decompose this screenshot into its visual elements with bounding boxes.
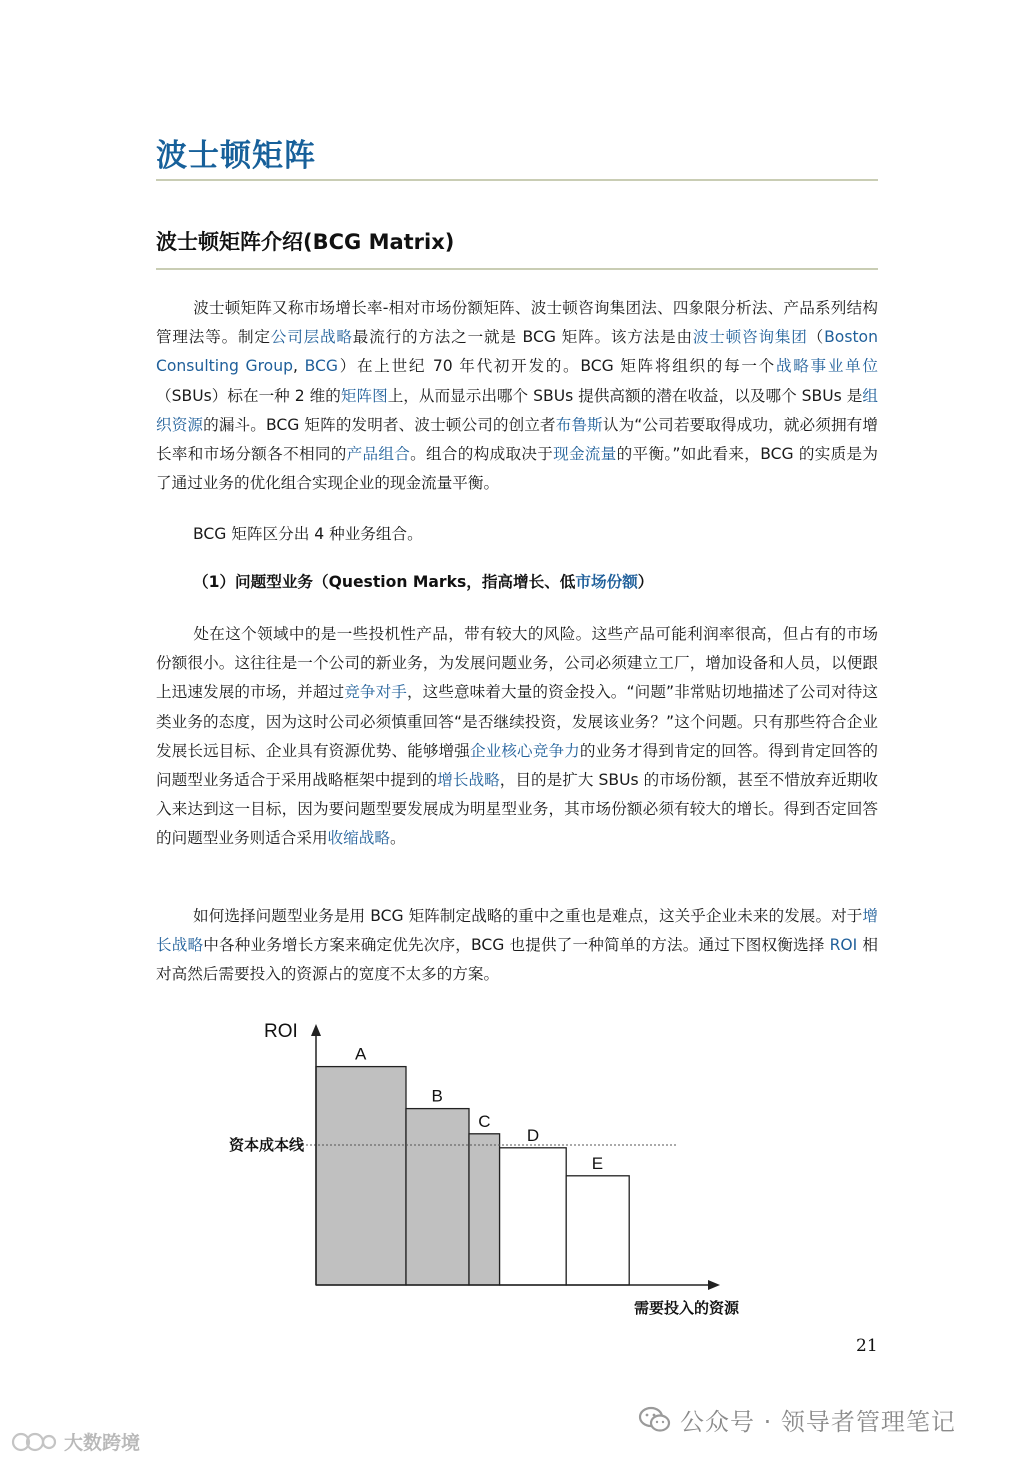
x-axis-arrow — [708, 1280, 720, 1290]
question-marks-heading: （1）问题型业务（Question Marks，指高增长、低市场份额） — [193, 573, 654, 591]
link-market-share[interactable]: 市场份额 — [575, 573, 638, 591]
link-org-resources[interactable]: 组织资源 — [156, 386, 878, 434]
link-competitor[interactable]: 竞争对手 — [344, 683, 407, 702]
bar-a — [316, 1067, 406, 1285]
link-growth-strategy-2[interactable]: 增长战略 — [156, 907, 878, 955]
y-axis-label: ROI — [264, 1021, 298, 1042]
watermark-right — [638, 1402, 956, 1437]
link-roi[interactable]: ROI — [829, 936, 858, 955]
question-marks-paragraph: 处在这个领域中的是一些投机性产品，带有较大的风险。这些产品可能利润率很高，但占有的市场份额很小。这往往是一个公司的新业务，为发展问题业务，公司必须建立工厂，增加设备和人员，以便跟上迅速发展的市场，并超过竞争对手，这些意味着大量的资金投入。“问题”非常贴切地描述了公司对待这类业务的态度，因为这时公司必须慎重回答“是否继续投资，发展该业务？”这个问题。只有那些符合企业发展长远目标、企业具有资源优势、能够增强企业核心竞争力的业务才得到肯定的回答。得到肯定回答的问题型业务适合于采用战略框架中提到的增长战略，目的是扩大 SBUs 的市场份额，甚至不惜放弃近期收入来达到这一目标，因为要问题型要发展成为明星型业务，其市场份额必须有较大的增长。得到否定回答的问题型业务则适合采用收缩战略。 — [156, 625, 878, 848]
link-growth-strategy[interactable]: 增长战略 — [437, 771, 500, 790]
page-number: 21 — [856, 1336, 878, 1356]
bar-label-b: B — [431, 1086, 443, 1106]
bar-label-e: E — [591, 1153, 604, 1173]
watermark-right-text: 公众号 · 领导者管理笔记 — [680, 1408, 956, 1436]
link-matrix-chart[interactable]: 矩阵图 — [340, 386, 388, 405]
summary-paragraph: BCG 矩阵区分出 4 种业务组合。 — [193, 525, 423, 543]
bar-label-a: A — [355, 1044, 367, 1064]
page-title: 波士顿矩阵 — [156, 138, 316, 174]
link-retrenchment-strategy[interactable]: 收缩战略 — [327, 829, 390, 848]
link-product-portfolio[interactable]: 产品组合 — [346, 445, 411, 464]
wechat-icon — [638, 1405, 672, 1435]
selection-paragraph: 如何选择问题型业务是用 BCG 矩阵制定战略的重中之重也是难点，这关乎企业未来的发展。对于增长战略中各种业务增长方案来确定优先次序，BCG 也提供了一种简单的方法。通过下图权衡选择 ROI 相对高然后需要投入的资源占的宽度不太多的方案。 — [156, 907, 878, 984]
link-bcg-group[interactable]: 波士顿咨询集团 — [692, 328, 808, 347]
bar-e — [566, 1176, 629, 1285]
link-bruce[interactable]: 布鲁斯 — [555, 415, 603, 434]
bar-d — [500, 1148, 567, 1285]
watermark-left — [10, 1428, 140, 1455]
y-axis-arrow — [311, 1024, 321, 1036]
link-cash-flow[interactable]: 现金流量 — [553, 445, 617, 464]
watermark-left-text: 大数跨境 — [64, 1432, 141, 1454]
bar-label-d: D — [526, 1125, 540, 1145]
x-axis-label: 需要投入的资源 — [634, 1299, 740, 1317]
link-corporate-strategy[interactable]: 公司层战略 — [270, 328, 353, 347]
link-bcg[interactable]: BCG — [304, 357, 339, 376]
bar-b — [406, 1109, 469, 1285]
link-sbu[interactable]: 战略事业单位 — [775, 357, 879, 376]
section-title: 波士顿矩阵介绍(BCG Matrix) — [156, 230, 455, 254]
link-boston-consulting-group[interactable]: Boston Consulting Group — [156, 328, 878, 376]
intro-paragraph: 波士顿矩阵又称市场增长率-相对市场份额矩阵、波士顿咨询集团法、四象限分析法、产品系列结构管理法等。制定公司层战略最流行的方法之一就是 BCG 矩阵。该方法是由波士顿咨询集团（Boston Consulting Group, BCG）在上世纪 70 年代初开发的。BCG 矩阵将组织的每一个战略事业单位（SBUs）标在一种 2 维的矩阵图上，从而显示出哪个 SBUs 提供高额的潜在收益，以及哪个 SBUs 是组织资源的漏斗。BCG 矩阵的发明者、波士顿公司的创立者布鲁斯认为“公司若要取得成功，就必须拥有增长率和市场分额各不相同的产品组合。组合的构成取决于现金流量的平衡。”如此看来，BCG 的实质是为了通过业务的优化组合实现企业的现金流量平衡。 — [156, 299, 879, 493]
brand-logo-icon — [10, 1431, 58, 1453]
bar-label-c: C — [478, 1111, 491, 1131]
cost-line-label: 资本成本线 — [229, 1136, 305, 1154]
link-core-competence[interactable]: 企业核心竞争力 — [469, 741, 580, 760]
bar-c — [469, 1134, 500, 1285]
